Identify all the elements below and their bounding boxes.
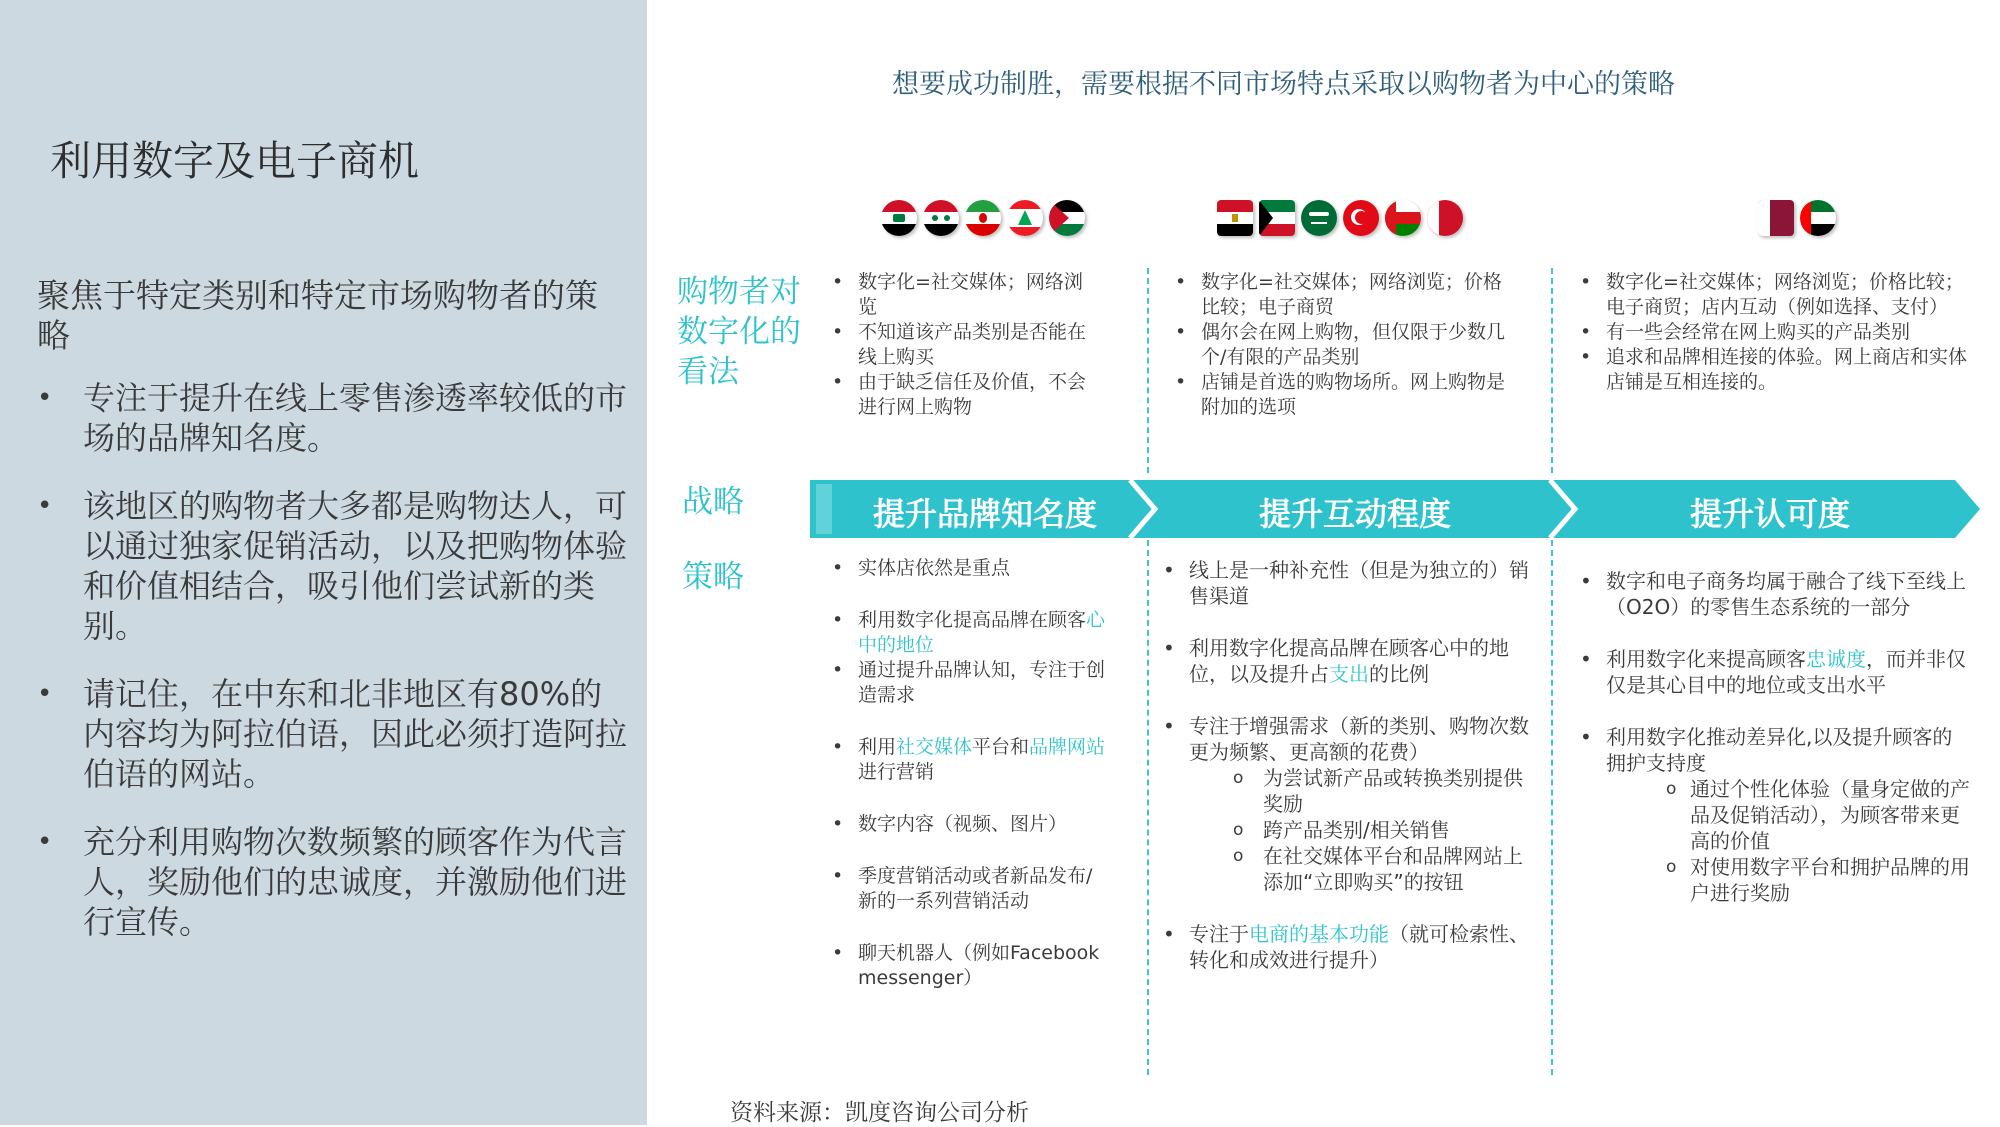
- shopper-view-label: 购物者对数字化的看法: [677, 274, 801, 390]
- tactic-subitem: o 为尝试新产品或转换类别提供奖励: [1161, 765, 1531, 817]
- tactic-item: • 利用数字化推动差异化,以及提升顾客的拥护支持度: [1578, 724, 1970, 776]
- lebanon-flag-icon: [1007, 200, 1043, 236]
- tactic-item: • 利用数字化来提高顾客忠诚度，而并非仅仅是其心目中的地位或支出水平: [1578, 646, 1970, 698]
- view-item: • 店铺是首选的购物场所。网上购物是附加的选项: [1173, 370, 1513, 420]
- source-note: 资料来源：凯度咨询公司分析: [730, 1100, 1029, 1126]
- tactic-subitem: o 通过个性化体验（量身定做的产品及促销活动），为顾客带来更高的价值: [1578, 776, 1970, 854]
- column-divider: [1551, 268, 1553, 473]
- column-divider: [1147, 268, 1149, 473]
- shopper-view-col-3: [1578, 270, 1968, 395]
- tactic-item: • 数字和电子商务均属于融合了线下至线上（O2O）的零售生态系统的一部分: [1578, 568, 1970, 620]
- view-item: • 不知道该产品类别是否能在线上购买: [830, 320, 1100, 370]
- left-subtitle: 聚焦于特定类别和特定市场购物者的策略: [37, 276, 598, 355]
- bahrain-flag-icon: [1427, 200, 1463, 236]
- column-divider: [1551, 540, 1553, 1075]
- slide-title: 利用数字及电子商机: [50, 137, 419, 185]
- tactic-item: • 数字内容（视频、图片）: [830, 812, 1110, 837]
- oman-flag-icon: [1385, 200, 1421, 236]
- kuwait-flag-icon: [1259, 200, 1295, 236]
- view-item: • 数字化=社交媒体；网络浏览；价格比较；电子商贸: [1173, 270, 1513, 320]
- tactic-item: • 通过提升品牌认知，专注于创造需求: [830, 658, 1110, 708]
- view-item: • 数字化=社交媒体；网络浏览；价格比较；电子商贸；店内互动（例如选择、支付）: [1578, 270, 1968, 320]
- left-bullet: • 请记住，在中东和北非地区有80%的内容均为阿拉伯语，因此必须打造阿拉伯语的网站。: [37, 674, 627, 794]
- view-item: • 数字化=社交媒体；网络浏览: [830, 270, 1100, 320]
- view-item: • 追求和品牌相连接的体验。网上商店和实体店铺是互相连接的。: [1578, 345, 1968, 395]
- uae-flag-icon: [1800, 200, 1836, 236]
- left-bullet: • 充分利用购物次数频繁的顾客作为代言人，奖励他们的忠诚度，并激励他们进行宣传。: [37, 822, 627, 942]
- column-divider: [1147, 540, 1149, 1075]
- main-title: 想要成功制胜，需要根据不同市场特点采取以购物者为中心的策略: [892, 69, 1675, 100]
- tactics-col-2: [1161, 557, 1531, 973]
- turkey-flag-icon: [1343, 200, 1379, 236]
- iran-flag-icon: [965, 200, 1001, 236]
- tactic-subitem: o 对使用数字平台和拥护品牌的用户进行奖励: [1578, 854, 1970, 906]
- left-bullet-list: [37, 378, 627, 970]
- tactic-item: • 专注于电商的基本功能（就可检索性、转化和成效进行提升）: [1161, 921, 1531, 973]
- flag-group-1: [881, 200, 1085, 236]
- tactic-item: • 实体店依然是重点: [830, 556, 1110, 581]
- tactic-item: • 利用社交媒体平台和品牌网站进行营销: [830, 735, 1110, 785]
- left-bullet: • 该地区的购物者大多都是购物达人，可以通过独家促销活动，以及把购物体验和价值相结合，吸引他们尝试新的类别。: [37, 486, 627, 646]
- tactic-item: • 利用数字化提高品牌在顾客心中的地位: [830, 608, 1110, 658]
- tactics-col-3: [1578, 568, 1970, 906]
- view-item: • 偶尔会在网上购物，但仅限于少数几个/有限的产品类别: [1173, 320, 1513, 370]
- view-item: • 有一些会经常在网上购买的产品类别: [1578, 320, 1968, 345]
- tactic-subitem: o 在社交媒体平台和品牌网站上添加“立即购买”的按钮: [1161, 843, 1531, 895]
- strategy-engagement: 提升互动程度: [1258, 495, 1451, 533]
- shopper-view-col-1: [830, 270, 1100, 420]
- strategy-recognition: 提升认可度: [1689, 495, 1850, 533]
- tactics-label: 策略: [682, 559, 744, 595]
- tactic-item: • 专注于增强需求（新的类别、购物次数更为频繁、更高额的花费）: [1161, 713, 1531, 765]
- saudi-arabia-flag-icon: [1301, 200, 1337, 236]
- view-item: • 由于缺乏信任及价值，不会进行网上购物: [830, 370, 1100, 420]
- tactic-subitem: o 跨产品类别/相关销售: [1161, 817, 1531, 843]
- tactic-item: • 利用数字化提高品牌在顾客心中的地位，以及提升占支出的比例: [1161, 635, 1531, 687]
- tactic-item: • 季度营销活动或者新品发布/新的一系列营销活动: [830, 864, 1110, 914]
- flag-group-3: [1758, 200, 1836, 236]
- left-bullet: • 专注于提升在线上零售渗透率较低的市场的品牌知名度。: [37, 378, 627, 458]
- syria-flag-icon: [923, 200, 959, 236]
- strategy-awareness: 提升品牌知名度: [872, 495, 1097, 533]
- strategy-label: 战略: [682, 484, 744, 520]
- iraq-flag-icon: [881, 200, 917, 236]
- jordan-flag-icon: [1049, 200, 1085, 236]
- flag-group-2: [1217, 200, 1463, 236]
- tactics-col-1: [830, 556, 1110, 991]
- tactic-item: • 聊天机器人（例如Facebook messenger）: [830, 941, 1110, 991]
- qatar-flag-icon: [1758, 200, 1794, 236]
- tactic-item: • 线上是一种补充性（但是为独立的）销售渠道: [1161, 557, 1531, 609]
- shopper-view-col-2: [1173, 270, 1513, 420]
- egypt-flag-icon: [1217, 200, 1253, 236]
